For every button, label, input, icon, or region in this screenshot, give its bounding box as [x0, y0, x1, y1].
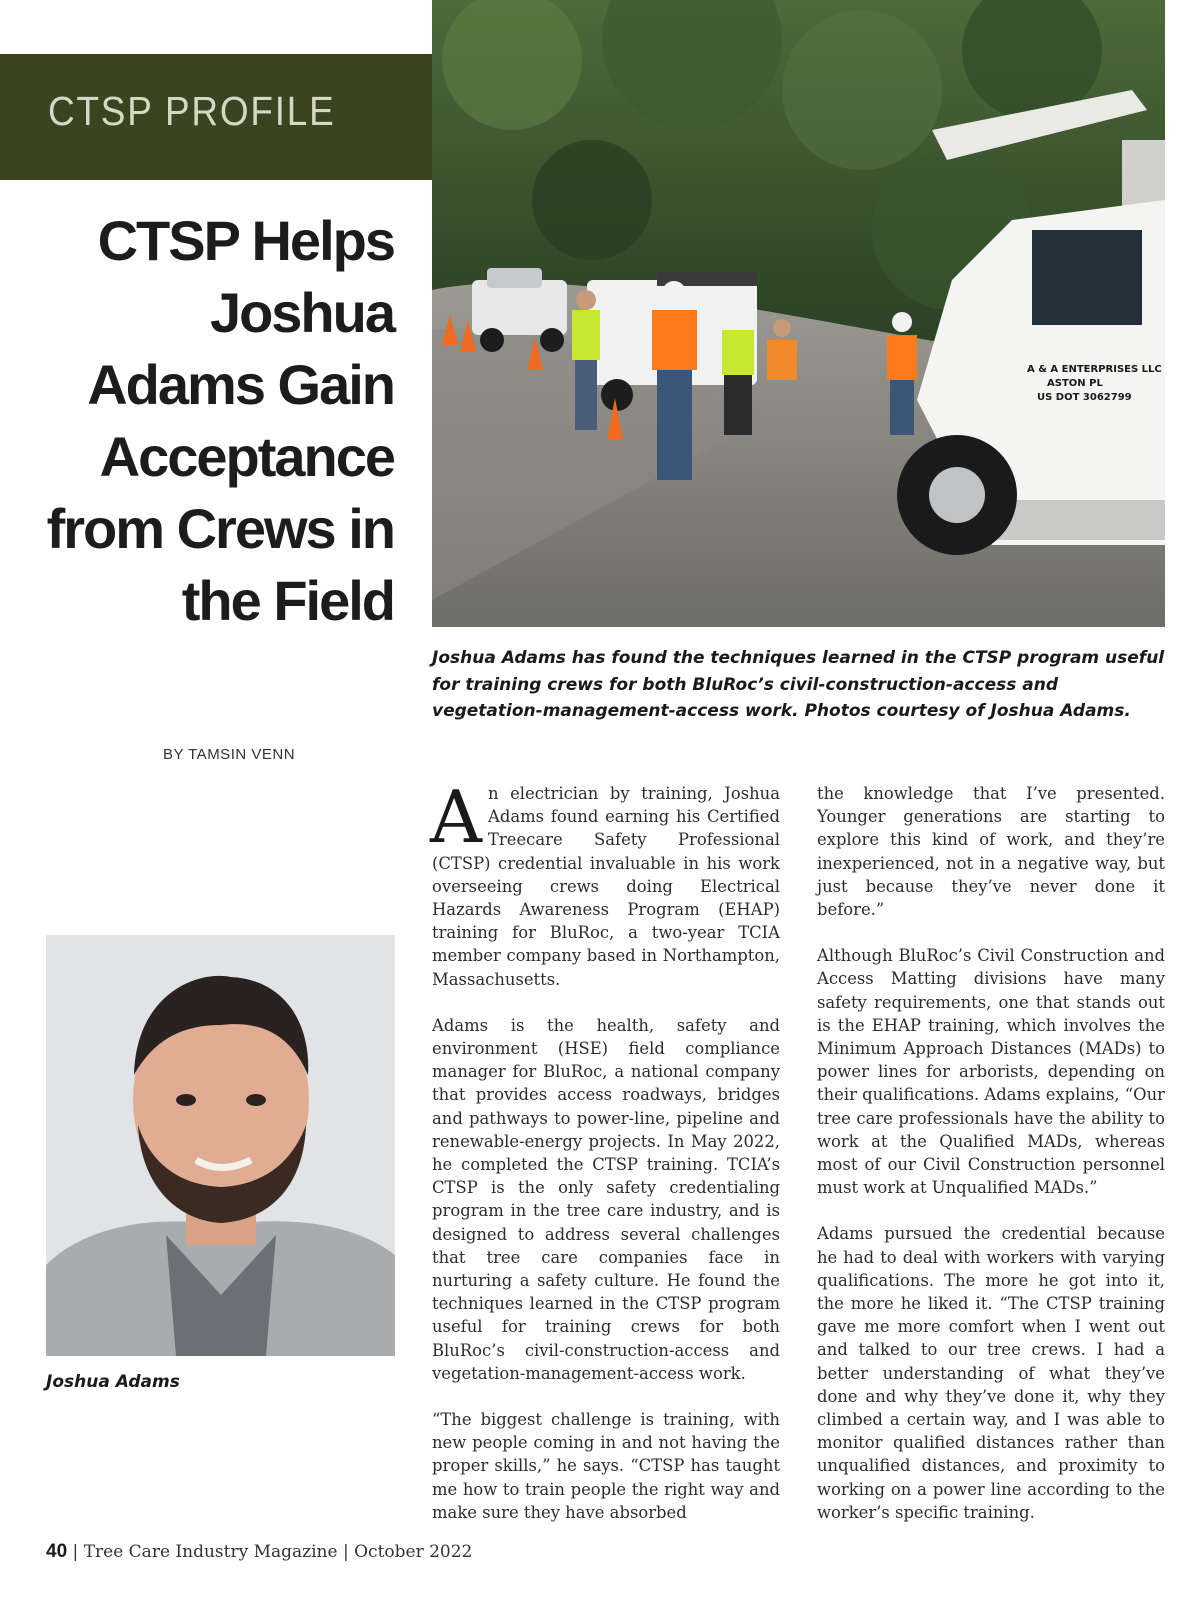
section-label: CTSP PROFILE	[48, 88, 336, 134]
article-paragraph	[430, 775, 780, 991]
article-paragraph: the knowledge that I’ve presented. Younger generations are starting to explore this kind of work, and they’re inexperienced, not in a negative way, but just because they’ve never done it before.”	[817, 784, 1165, 920]
article-column-1	[430, 775, 780, 1547]
main-photo-caption: Joshua Adams has found the techniques learned in the CTSP program useful for training crews for both BluRoc’s civil-construction-access and vegetation-management-access work. Photos courtesy of Joshua Adams.	[432, 648, 1165, 721]
page-footer	[46, 1541, 472, 1563]
article-paragraph: Adams is the health, safety and environment (HSE) field compliance manager for BluRoc, a national company that provides access roadways, bridges and pathways to power-line, pipeline and renewable-energy projects. In May 2022, he completed the CTSP training. TCIA’s CTSP is the only safety credentialing program in the tree care industry, and is designed to address several challenges that tree care companies face in nurturing a safety culture. He found the techniques learned in the CTSP program useful for training crews for both BluRoc’s civil-construction-access and vegetation-management-access work.	[432, 1015, 780, 1383]
portrait-photo-joshua-adams	[46, 935, 395, 1356]
article-paragraph: “The biggest challenge is training, with new people coming in and not having the proper skills,” he says. “CTSP has taught me how to train people the right way and make sure they have absorbed	[432, 1410, 780, 1522]
truck-lettering: US DOT 3062799	[1037, 392, 1132, 403]
article-headline: CTSP Helps Joshua Adams Gain Acceptance from Crews in the Field	[46, 209, 394, 632]
truck-lettering: ASTON PL	[1047, 378, 1103, 389]
footer-separator: |	[337, 1542, 355, 1562]
drop-cap: A	[430, 775, 482, 859]
footer-separator: |	[67, 1542, 84, 1562]
truck-lettering: A & A ENTERPRISES LLC	[1027, 364, 1162, 375]
publication-name: Tree Care Industry Magazine	[83, 1542, 338, 1562]
article-paragraph: Although BluRoc’s Civil Construction and Access Matting divisions have many safety requirements, one that stands out is the EHAP training, which involves the Minimum Approach Distances (MADs) to power lines for arborists, depending on their qualifications. Adams explains, “Our tree care professionals have the ability to work at the Qualified MADs, whereas most of our Civil Construction personnel must work at Unqualified MADs.”	[817, 946, 1165, 1198]
issue-date: October 2022	[354, 1542, 473, 1562]
article-paragraph-text: n electrician by training, Joshua Adams found earning his Certified Treecare Safety Professional (CTSP) credential invaluable in his work overseeing crews doing Electrical Hazards Awareness Program (EHAP) training for BluRoc, a two-year TCIA member company based in Northampton, Massachusetts.	[432, 784, 780, 989]
article-column-2	[817, 782, 1165, 1547]
byline: BY TAMSIN VENN	[163, 746, 296, 763]
portrait-caption: Joshua Adams	[46, 1372, 180, 1392]
article-paragraph: Adams pursued the credential because he had to deal with workers with varying qualifications. The more he got into it, the more he liked it. “The CTSP training gave me more comfort when I went out and talked to our tree crews. I had a better understanding of what they’ve done and why they’ve done it, why they climbed a certain way, and I was able to monitor qualified distances rather than unqualified distances, and proximity to working on a power line according to the worker’s specific training.	[817, 1224, 1165, 1522]
main-photo-crew-trucks	[432, 0, 1165, 627]
page-number: 40	[46, 1541, 68, 1562]
